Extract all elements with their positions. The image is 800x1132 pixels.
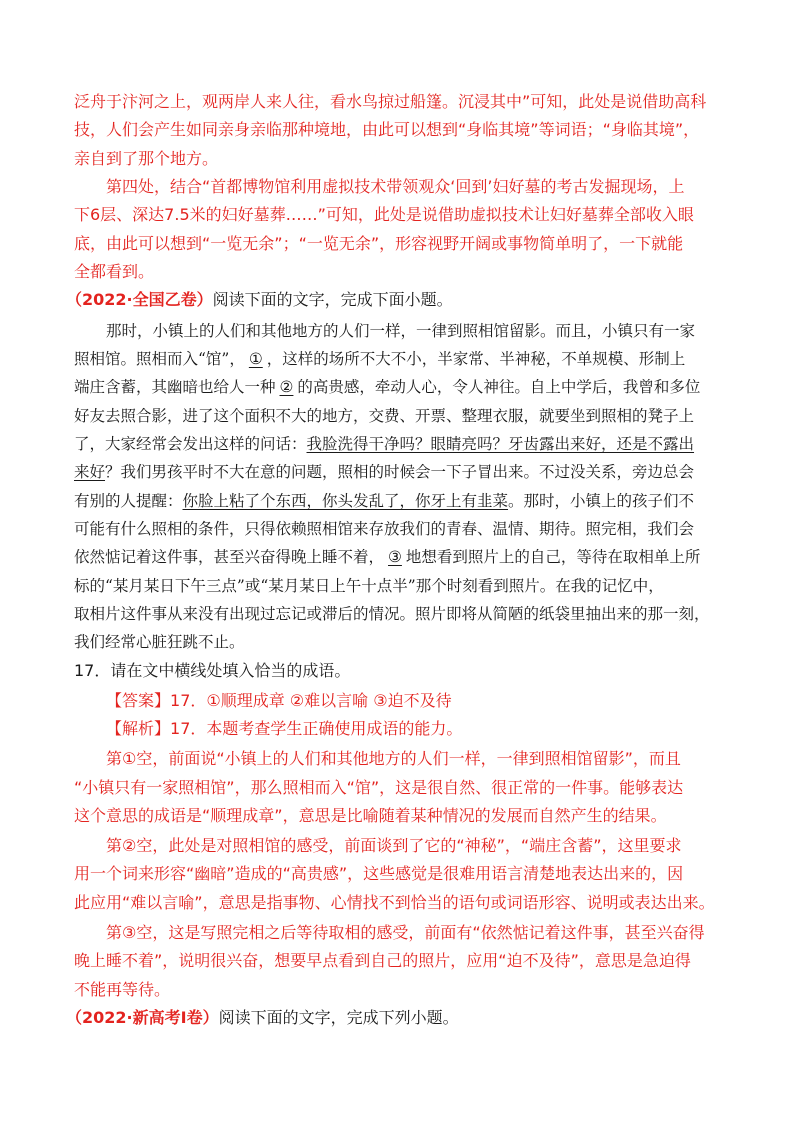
question: [74, 657, 350, 685]
explanation-intro: 17．本题考查学生正确使用成语的能力。: [170, 719, 463, 738]
passage-line: 好友去照合影，进了这个面积不大的地方，交费、开票、整理衣服，就要坐到照相的凳子上: [74, 407, 695, 425]
analysis-line: 亲自到了那个地方。: [74, 149, 219, 168]
question-number: 17．: [74, 661, 111, 680]
explanation-line: 不能再等待。: [74, 980, 171, 999]
passage-line: 了，大家经常会发出这样的问话：我脸洗得干净吗？眼睛亮吗？牙齿露出来好，还是不露出: [74, 435, 695, 453]
source-heading: [66, 1004, 459, 1032]
analysis-line: 泛舟于汴河之上，观两岸人来人往，看水鸟掠过船篷。沉浸其中”可知，此处是说借助高科: [74, 92, 707, 111]
underlined-text: 来好: [74, 463, 106, 481]
explanation-line: 用一个词来形容“幽暗”造成的“高贵感”，这些感觉是很难用语言清楚地表达出来的，因: [74, 864, 684, 883]
analysis-line: 底，由此可以想到“一览无余”；“一览无余”，形容视野开阔或事物简单明了，一下就能: [74, 234, 684, 253]
explanation-line: 此应用“难以言喻”，意思是指事物、心情找不到恰当的语句或词语形容、说明或表达出来。: [74, 893, 715, 912]
blank-1: ①: [248, 350, 263, 368]
explanation-line: 晚上睡不着”，说明很兴奋，想要早点看到自己的照片，应用“迫不及待”，意思是急迫得: [74, 951, 691, 970]
source-heading: [66, 286, 453, 314]
passage-line: 那时，小镇上的人们和其他地方的人们一样，一律到照相馆留影。而且，小镇只有一家: [106, 322, 696, 340]
explanation-heading: [106, 715, 462, 743]
blank-2: ②: [279, 378, 294, 396]
underlined-text: 你脸上粘了个东西，你头发乱了，你牙上有韭菜: [182, 492, 509, 510]
analysis-line: 下6层、深达7.5米的妇好墓葬……”可知，此处是说借助虚拟技术让妇好墓葬全部收入眼: [74, 205, 694, 224]
underlined-text: 我脸洗得干净吗？眼睛亮吗？牙齿露出来好，还是不露出: [306, 435, 695, 453]
blank-3: ③: [388, 548, 402, 566]
answer-text: 17．①顺理成章 ②难以言喻 ③迫不及待: [170, 691, 452, 710]
explanation-line: 第①空，前面说“小镇上的人们和其他地方的人们一样，一律到照相馆留影”，而且: [106, 749, 681, 768]
passage-line: 照相馆。照相而入“馆”， ① ，这样的场所不大不小，半家常、半神秘，不单规模、形制上: [74, 345, 685, 373]
analysis-line: 第四处，结合“首都博物馆利用虚拟技术带领观众‘回到’妇好墓的考古发掘现场，上: [106, 177, 685, 196]
passage-line: 可能有什么照相的条件，只得依赖照相馆来存放我们的青春、温情、期待。照完相，我们会: [74, 520, 695, 538]
passage-line: 来好？我们男孩平时不大在意的问题，照相的时候会一下子冒出来。不过没关系，旁边总会: [74, 463, 695, 481]
source-instruction: 阅读下面的文字，完成下列小题。: [218, 1008, 459, 1027]
passage-line: 依然惦记着这件事，甚至兴奋得晚上睡不着， ③ 地想看到照片上的自己，等待在取相单上所: [74, 543, 700, 571]
passage-line: 端庄含蓄，其幽暗也给人一种 ② 的高贵感，牵动人心，令人神往。自上中学后，我曾和多位: [74, 373, 700, 401]
passage-line: 标的“某月某日下午三点”或“某月某日上午十点半”那个时刻看到照片。在我的记忆中，: [74, 577, 664, 595]
explanation-line: 第②空，此处是对照相馆的感受，前面谈到了它的“神秘”，“端庄含蓄”，这里要求: [106, 836, 682, 855]
passage-line: 取相片这件事从来没有出现过忘记或滞后的情况。照片即将从简陋的纸袋里抽出来的那一刻，: [74, 605, 710, 623]
analysis-line: 技，人们会产生如同亲身亲临那种境地，由此可以想到“身临其境”等词语；“身临其境”，: [74, 120, 700, 139]
explanation-tag: 【解析】: [106, 719, 171, 738]
answer: [106, 687, 452, 715]
answer-tag: 【答案】: [106, 691, 171, 710]
passage-line: 有别的人提醒：你脸上粘了个东西，你头发乱了，你牙上有韭菜。那时，小镇上的孩子们不: [74, 492, 695, 510]
explanation-line: 第③空，这是写照完相之后等待取相的感受，前面有“依然惦记着这件事，甚至兴奋得: [106, 923, 705, 942]
analysis-line: 全都看到。: [74, 262, 155, 281]
source-instruction: 阅读下面的文字，完成下面小题。: [212, 290, 453, 309]
explanation-line: “小镇只有一家照相馆”，那么照相而入“馆”，这是很自然、很正常的一件事。能够表达: [74, 778, 684, 797]
source-tag: （2022·新高考Ⅰ卷）: [66, 1008, 219, 1027]
question-text: 请在文中横线处填入恰当的成语。: [110, 661, 351, 680]
explanation-line: 这个意思的成语是“顺理成章”，意思是比喻随着某种情况的发展而自然产生的结果。: [74, 806, 667, 825]
passage-line: 我们经常心脏狂跳不止。: [74, 633, 245, 651]
source-tag: （2022·全国乙卷）: [66, 290, 213, 309]
